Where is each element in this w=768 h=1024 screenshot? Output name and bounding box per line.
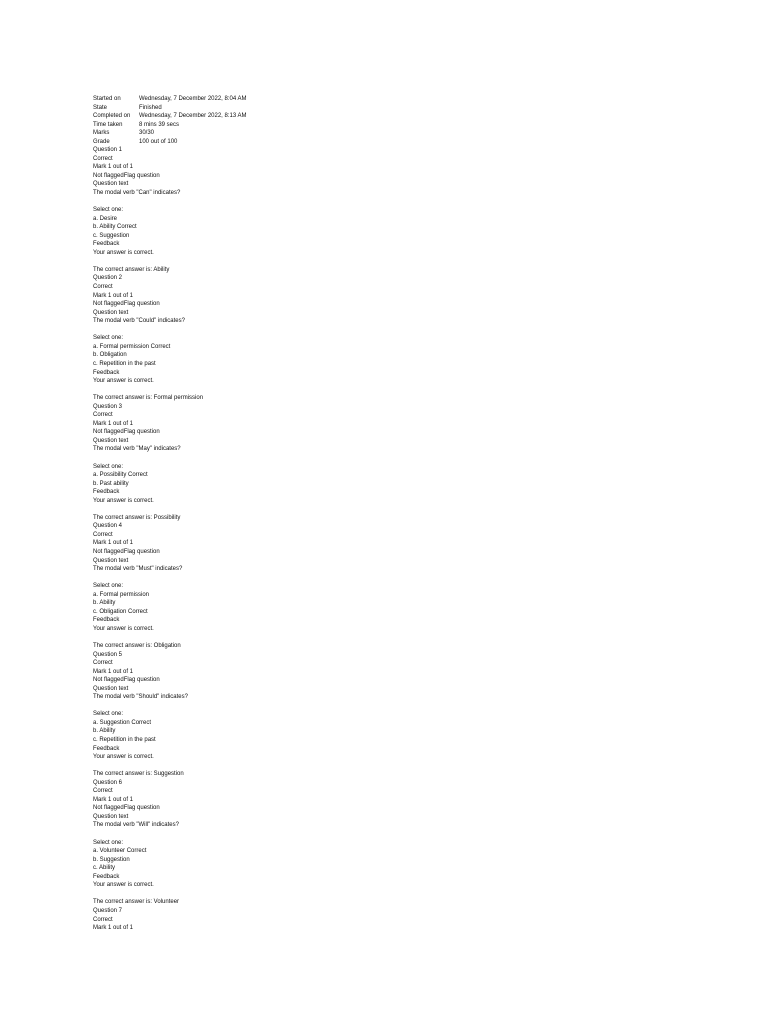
- summary-row-grade: [93, 138, 693, 147]
- question-block-4: [93, 522, 693, 650]
- answer-option[interactable]: c. Repetition in the past: [93, 737, 156, 744]
- correct-answer-text: The correct answer is: Obligation: [93, 643, 181, 649]
- correct-answer-text: The correct answer is: Possibility: [93, 514, 181, 521]
- question-mark: Mark 1 out of 1: [93, 292, 134, 299]
- feedback-label: Feedback: [93, 241, 120, 248]
- attempt-summary: [93, 95, 693, 146]
- summary-label: Completed on: [93, 113, 131, 120]
- feedback-label: Feedback: [93, 617, 120, 624]
- answer-option[interactable]: b. Past ability: [93, 480, 129, 487]
- flag-question-link[interactable]: Not flaggedFlag question: [93, 677, 160, 684]
- question-mark: Mark 1 out of 1: [93, 925, 134, 932]
- question-text-label: Question text: [93, 685, 129, 692]
- summary-value: Wednesday, 7 December 2022, 8:13 AM: [139, 113, 247, 120]
- spacer: [93, 386, 693, 395]
- question-status: Correct: [93, 916, 113, 923]
- question-block-5: [93, 651, 693, 779]
- question-block-3: [93, 403, 693, 523]
- answer-option[interactable]: b. Ability: [93, 728, 116, 735]
- answer-option[interactable]: b. Obligation: [93, 352, 127, 359]
- answer-option[interactable]: a. Suggestion Correct: [93, 719, 152, 726]
- answer-option[interactable]: a. Possibility Correct: [93, 472, 148, 479]
- feedback-label: Feedback: [93, 489, 120, 496]
- feedback-text: Your answer is correct.: [93, 754, 154, 761]
- question-text-label: Question text: [93, 181, 129, 188]
- feedback-text: Your answer is correct.: [93, 625, 154, 632]
- summary-value: 8 mins 39 secs: [139, 121, 180, 128]
- question-prompt: The modal verb "Will" indicates?: [93, 822, 179, 829]
- feedback-label: Feedback: [93, 369, 120, 376]
- flag-question-link[interactable]: Not flaggedFlag question: [93, 548, 160, 555]
- summary-label: Marks: [93, 130, 110, 137]
- answer-option[interactable]: a. Formal permission Correct: [93, 343, 171, 350]
- spacer: [93, 762, 693, 771]
- summary-value: 30/30: [139, 130, 155, 137]
- answer-option[interactable]: a. Volunteer Correct: [93, 848, 147, 855]
- question-status: Correct: [93, 660, 113, 667]
- correct-answer-text: The correct answer is: Formal permission: [93, 395, 204, 402]
- answer-option[interactable]: b. Ability: [93, 600, 116, 607]
- question-block-1: [93, 146, 693, 274]
- feedback-text: Your answer is correct.: [93, 378, 154, 385]
- question-text-label: Question text: [93, 813, 129, 820]
- question-block-2: [93, 274, 693, 402]
- question-mark: Mark 1 out of 1: [93, 164, 134, 171]
- spacer: [93, 702, 693, 711]
- summary-row-completed: [93, 112, 693, 121]
- question-mark: Mark 1 out of 1: [93, 668, 134, 675]
- quiz-review-document: [93, 95, 693, 933]
- question-status: Correct: [93, 284, 113, 291]
- summary-label: State: [93, 104, 108, 111]
- question-text-label: Question text: [93, 309, 129, 316]
- answer-option[interactable]: c. Ability: [93, 865, 116, 872]
- question-block-6: [93, 779, 693, 907]
- summary-row-time-taken: [93, 121, 693, 130]
- feedback-text: Your answer is correct.: [93, 882, 154, 889]
- summary-value: 100 out of 100: [139, 138, 178, 145]
- spacer: [93, 198, 693, 207]
- question-number: Question 5: [93, 651, 123, 658]
- question-mark: Mark 1 out of 1: [93, 420, 134, 427]
- question-number: Question 3: [93, 403, 123, 410]
- question-prompt: The modal verb "May" indicates?: [93, 446, 181, 453]
- correct-answer-text: The correct answer is: Suggestion: [93, 771, 184, 778]
- feedback-label: Feedback: [93, 745, 120, 752]
- question-prompt: The modal verb "Must" indicates?: [93, 566, 183, 573]
- select-one-label: Select one:: [93, 839, 124, 846]
- feedback-label: Feedback: [93, 873, 120, 880]
- correct-answer-text: The correct answer is: Volunteer: [93, 899, 180, 906]
- flag-question-link[interactable]: Not flaggedFlag question: [93, 805, 160, 812]
- summary-row-state: [93, 104, 693, 113]
- flag-question-link[interactable]: Not flaggedFlag question: [93, 429, 160, 436]
- flag-question-link[interactable]: Not flaggedFlag question: [93, 172, 160, 179]
- question-status: Correct: [93, 531, 113, 538]
- spacer: [93, 505, 693, 514]
- answer-option[interactable]: a. Desire: [93, 215, 118, 222]
- spacer: [93, 257, 693, 266]
- question-number: Question 7: [93, 907, 123, 914]
- feedback-text: Your answer is correct.: [93, 497, 154, 504]
- select-one-label: Select one:: [93, 335, 124, 342]
- question-text-label: Question text: [93, 437, 129, 444]
- summary-row-marks: [93, 129, 693, 138]
- spacer: [93, 890, 693, 899]
- summary-value: Wednesday, 7 December 2022, 8:04 AM: [139, 96, 247, 102]
- answer-option[interactable]: c. Suggestion: [93, 232, 130, 239]
- question-number: Question 2: [93, 275, 123, 282]
- answer-option[interactable]: b. Ability Correct: [93, 224, 137, 231]
- question-text-label: Question text: [93, 557, 129, 564]
- summary-label: Grade: [93, 138, 110, 145]
- select-one-label: Select one:: [93, 583, 124, 590]
- question-prompt: The modal verb "Should" indicates?: [93, 694, 188, 701]
- feedback-text: Your answer is correct.: [93, 249, 154, 256]
- question-prompt: The modal verb "Can" indicates?: [93, 190, 181, 197]
- answer-option[interactable]: a. Formal permission: [93, 591, 150, 598]
- question-status: Correct: [93, 155, 113, 162]
- select-one-label: Select one:: [93, 207, 124, 214]
- spacer: [93, 454, 693, 463]
- question-status: Correct: [93, 412, 113, 419]
- question-prompt: The modal verb "Could" indicates?: [93, 318, 185, 325]
- question-block-7: [93, 907, 693, 933]
- question-number: Question 6: [93, 779, 123, 786]
- answer-option[interactable]: b. Suggestion: [93, 856, 130, 863]
- correct-answer-text: The correct answer is: Ability: [93, 266, 170, 273]
- spacer: [93, 574, 693, 583]
- summary-label: Started on: [93, 96, 121, 102]
- question-status: Correct: [93, 788, 113, 795]
- spacer: [93, 633, 693, 642]
- summary-value: Finished: [139, 104, 162, 111]
- question-mark: Mark 1 out of 1: [93, 796, 134, 803]
- select-one-label: Select one:: [93, 463, 124, 470]
- question-number: Question 4: [93, 523, 123, 530]
- spacer: [93, 830, 693, 839]
- select-one-label: Select one:: [93, 711, 124, 718]
- flag-question-link[interactable]: Not flaggedFlag question: [93, 301, 160, 308]
- question-mark: Mark 1 out of 1: [93, 540, 134, 547]
- summary-label: Time taken: [93, 121, 123, 128]
- spacer: [93, 326, 693, 335]
- question-number: Question 1: [93, 147, 123, 154]
- answer-option[interactable]: c. Obligation Correct: [93, 608, 148, 615]
- summary-row-started: [93, 95, 693, 104]
- answer-option[interactable]: c. Repetition in the past: [93, 360, 156, 367]
